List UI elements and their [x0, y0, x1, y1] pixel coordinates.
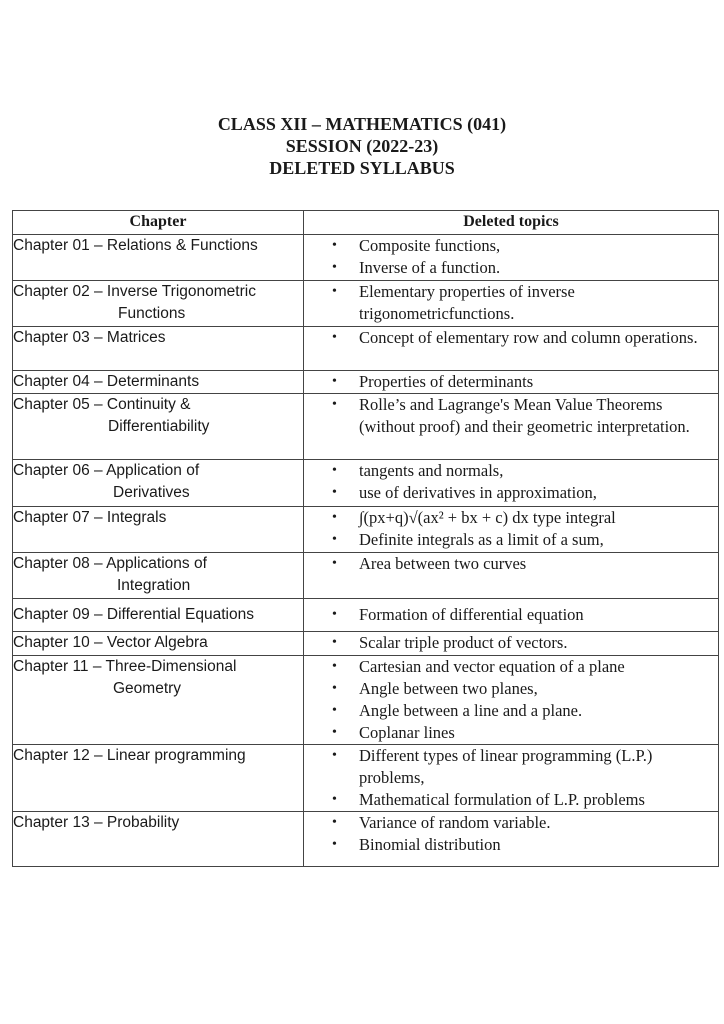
bullet-icon: •: [332, 374, 337, 389]
chapter-cell: [13, 656, 304, 745]
chapter-name-continued: Integration: [117, 577, 191, 594]
topics-list: [304, 812, 718, 856]
topics-list: [304, 507, 718, 551]
table-row: [13, 394, 719, 460]
table-body: [13, 235, 719, 867]
topic-text: Definite integrals as a limit of a sum,: [359, 530, 604, 549]
table-row: [13, 812, 719, 867]
list-item: [304, 656, 718, 678]
list-item: [304, 529, 718, 551]
chapter-cell: [13, 281, 304, 327]
topics-list: [304, 460, 718, 504]
chapter-name: Chapter 08 – Applications of: [13, 555, 207, 572]
bullet-icon: •: [332, 330, 337, 345]
topic-text: Composite functions,: [359, 236, 501, 255]
topic-text: use of derivatives in approximation,: [359, 483, 597, 502]
topic-text: tangents and normals,: [359, 461, 504, 480]
chapter-name: Chapter 10 – Vector Algebra: [13, 634, 208, 651]
topic-text: Scalar triple product of vectors.: [359, 633, 568, 652]
chapter-name: Chapter 13 – Probability: [13, 814, 180, 831]
bullet-icon: •: [332, 748, 337, 763]
list-item: [304, 553, 718, 575]
deleted-topics-cell: [304, 656, 719, 745]
topics-list: [304, 394, 718, 438]
table-row: [13, 553, 719, 599]
list-item: [304, 604, 718, 626]
list-item: [304, 812, 718, 834]
topic-text: ∫(px+q)√(ax² + bx + c) dx type integral: [359, 508, 616, 527]
session-title: SESSION (2022-23): [285, 136, 439, 156]
bullet-icon: •: [332, 815, 337, 830]
topic-text: Different types of linear programming (L.P.) problems,: [359, 746, 653, 787]
deleted-topics-cell: [304, 327, 719, 371]
topic-text: Elementary properties of inverse trigonometricfunctions.: [359, 282, 575, 323]
table-row: [13, 745, 719, 812]
bullet-icon: •: [332, 607, 337, 622]
chapter-name: Chapter 04 – Determinants: [13, 373, 200, 390]
chapter-name: Chapter 02 – Inverse Trigonometric: [13, 283, 256, 300]
list-item: [304, 507, 718, 529]
chapter-cell: [13, 327, 304, 371]
list-item: [304, 632, 718, 654]
topic-text: Cartesian and vector equation of a plane: [359, 657, 625, 676]
topics-list: [304, 235, 718, 279]
chapter-cell: [13, 745, 304, 812]
list-item: [304, 371, 718, 393]
table-header-row: [13, 211, 719, 235]
list-item: [304, 235, 718, 257]
bullet-icon: •: [332, 485, 337, 500]
bullet-icon: •: [332, 532, 337, 547]
chapter-column-header: Chapter: [13, 211, 304, 235]
topic-text: Rolle’s and Lagrange's Mean Value Theorems (without proof) and their geometric interpretation.: [359, 395, 690, 436]
chapter-name-continued: Derivatives: [113, 484, 190, 501]
topic-text: Concept of elementary row and column operations.: [359, 328, 698, 347]
chapter-cell: [13, 632, 304, 656]
table-row: [13, 327, 719, 371]
topic-text: Mathematical formulation of L.P. problems: [359, 790, 645, 809]
topics-list: [304, 656, 718, 744]
deleted-topics-cell: [304, 599, 719, 632]
bullet-icon: •: [332, 556, 337, 571]
list-item: [304, 745, 718, 789]
bullet-icon: •: [332, 463, 337, 478]
deleted-topics-cell: [304, 632, 719, 656]
topic-text: Coplanar lines: [359, 723, 455, 742]
chapter-cell: [13, 599, 304, 632]
deleted-topics-cell: [304, 460, 719, 507]
chapter-cell: [13, 460, 304, 507]
deleted-topics-cell: [304, 812, 719, 867]
chapter-name: Chapter 07 – Integrals: [13, 509, 167, 526]
bullet-icon: •: [332, 725, 337, 740]
topic-text: Angle between a line and a plane.: [359, 701, 583, 720]
chapter-cell: [13, 507, 304, 553]
list-item: [304, 700, 718, 722]
topics-list: [304, 371, 718, 393]
chapter-name: Chapter 01 – Relations & Functions: [13, 237, 258, 254]
bullet-icon: •: [332, 635, 337, 650]
list-item: [304, 722, 718, 744]
bullet-icon: •: [332, 837, 337, 852]
deleted-topics-cell: [304, 281, 719, 327]
chapter-cell: [13, 553, 304, 599]
table-row: [13, 632, 719, 656]
list-item: [304, 482, 718, 504]
table-row: [13, 235, 719, 281]
table-row: [13, 460, 719, 507]
list-item: [304, 460, 718, 482]
topics-list: [304, 553, 718, 575]
deleted-topics-cell: [304, 371, 719, 394]
chapter-name-continued: Functions: [118, 305, 186, 322]
chapter-name: Chapter 03 – Matrices: [13, 329, 166, 346]
table-row: [13, 371, 719, 394]
bullet-icon: •: [332, 659, 337, 674]
list-item: [304, 281, 718, 325]
topic-text: Binomial distribution: [359, 835, 501, 854]
bullet-icon: •: [332, 397, 337, 412]
chapter-cell: [13, 812, 304, 867]
list-item: [304, 789, 718, 811]
topics-list: [304, 745, 718, 811]
table-row: [13, 599, 719, 632]
bullet-icon: •: [332, 260, 337, 275]
chapter-name: Chapter 06 – Application of: [13, 462, 200, 479]
deleted-syllabus-title: DELETED SYLLABUS: [269, 158, 455, 178]
bullet-icon: •: [332, 238, 337, 253]
topic-text: Formation of differential equation: [359, 605, 584, 624]
topics-list: [304, 604, 718, 626]
chapter-name-continued: Geometry: [113, 680, 182, 697]
topics-list: [304, 632, 718, 654]
syllabus-table: [12, 210, 719, 867]
chapter-cell: [13, 394, 304, 460]
topics-list: [304, 281, 718, 325]
list-item: [304, 834, 718, 856]
document-heading: [0, 113, 724, 179]
chapter-name: Chapter 05 – Continuity &: [13, 396, 191, 413]
deleted-topics-cell: [304, 235, 719, 281]
topics-list: [304, 327, 718, 349]
deleted-topics-cell: [304, 507, 719, 553]
topic-text: Properties of determinants: [359, 372, 534, 391]
topic-text: Variance of random variable.: [359, 813, 551, 832]
bullet-icon: •: [332, 703, 337, 718]
chapter-name: Chapter 09 – Differential Equations: [13, 606, 254, 623]
topic-text: Area between two curves: [359, 554, 527, 573]
chapter-name: Chapter 11 – Three-Dimensional: [13, 658, 237, 675]
table-row: [13, 507, 719, 553]
deleted-topics-cell: [304, 553, 719, 599]
list-item: [304, 257, 718, 279]
chapter-name-continued: Differentiability: [108, 418, 210, 435]
list-item: [304, 327, 718, 349]
deleted-topics-cell: [304, 394, 719, 460]
topic-text: Angle between two planes,: [359, 679, 538, 698]
deleted-topics-cell: [304, 745, 719, 812]
topics-column-header: Deleted topics: [304, 211, 719, 235]
list-item: [304, 678, 718, 700]
table-row: [13, 281, 719, 327]
table-row: [13, 656, 719, 745]
chapter-name: Chapter 12 – Linear programming: [13, 747, 246, 764]
chapter-cell: [13, 235, 304, 281]
class-title: CLASS XII – MATHEMATICS (041): [217, 114, 507, 134]
topic-text: Inverse of a function.: [359, 258, 501, 277]
bullet-icon: •: [332, 284, 337, 299]
bullet-icon: •: [332, 510, 337, 525]
chapter-cell: [13, 371, 304, 394]
list-item: [304, 394, 718, 438]
bullet-icon: •: [332, 792, 337, 807]
bullet-icon: •: [332, 681, 337, 696]
